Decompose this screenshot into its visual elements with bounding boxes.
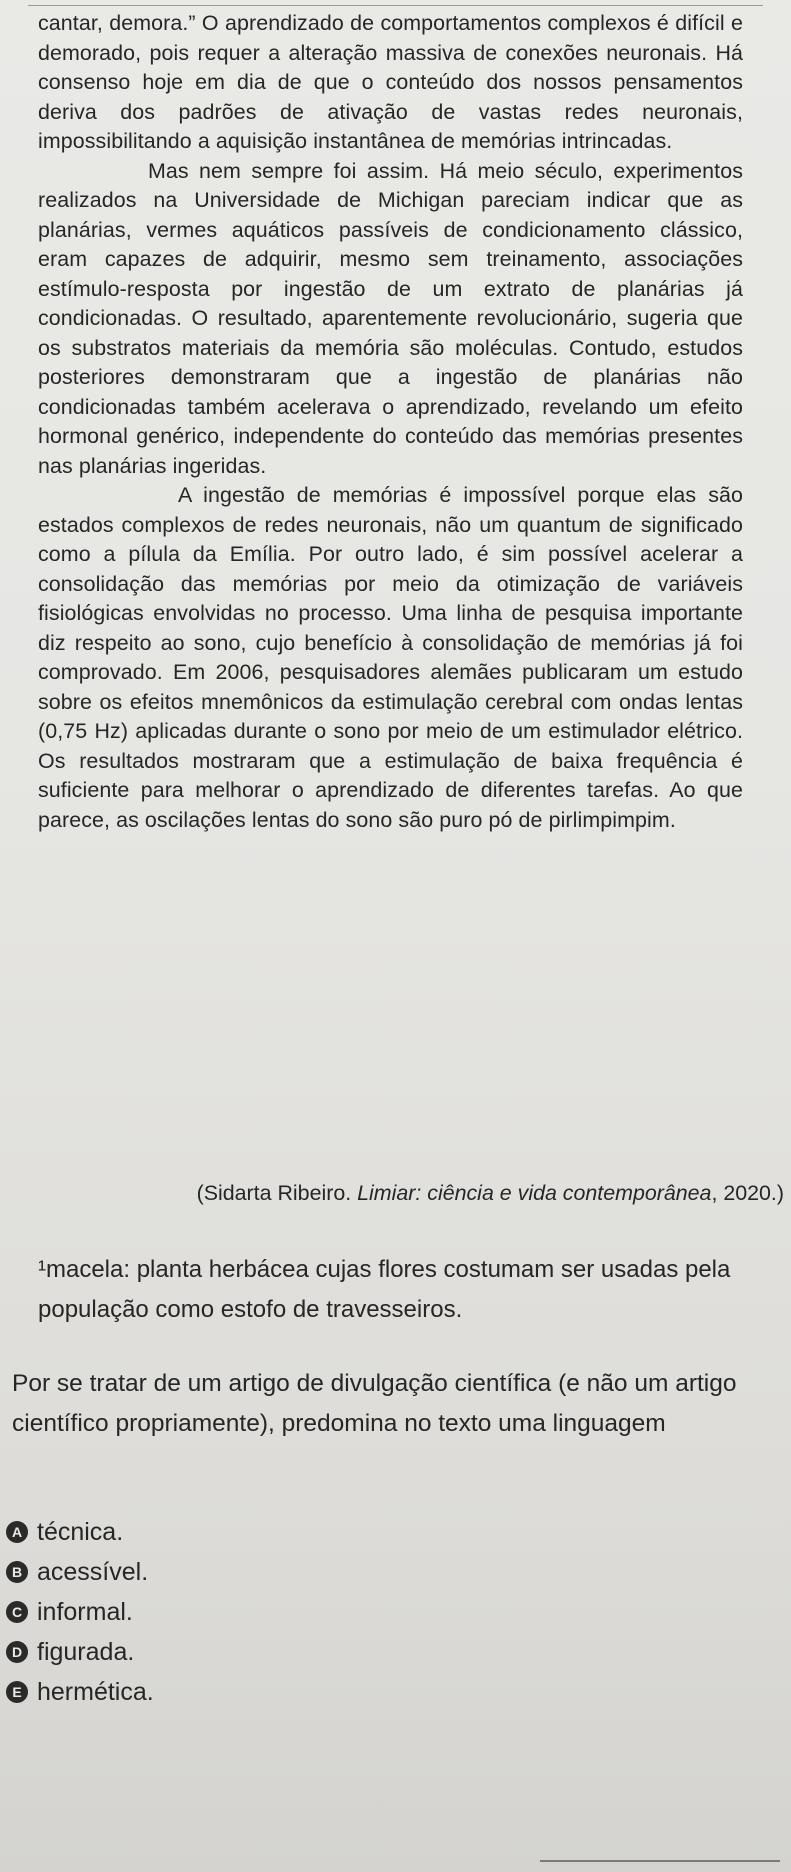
- option-letter-b-badge: B: [6, 1561, 28, 1583]
- option-a[interactable]: [6, 1512, 154, 1552]
- article-text: [38, 9, 743, 835]
- article-paragraph-2: Mas nem sempre foi assim. Há meio século, experimentos realizados na Universidade de Michigan pareciam indicar que as planárias, vermes aquáticos passíveis de condicionamento clássico, eram capazes de adquirir, mesmo sem treinamento, associações estímulo-resposta por ingestão de um extrato de planárias já condicionadas. O resultado, aparentemente revolucionário, sugeria que os substratos materiais da memória são moléculas. Contudo, estudos posteriores demonstraram que a ingestão de planárias não condicionadas também acelerava o aprendizado, revelando um efeito hormonal genérico, independente do conteúdo das memórias presentes nas planárias ingeridas.: [38, 158, 743, 478]
- top-divider: [28, 5, 763, 6]
- source-prefix: (Sidarta Ribeiro.: [196, 1181, 358, 1205]
- article-paragraph-3: A ingestão de memórias é impossível porque elas são estados complexos de redes neuronais, não um quantum de significado como a pílula da Emília. Por outro lado, é sim possível acelerar a consolidação das memórias por meio da otimização de variáveis fisiológicas envolvidas no processo. Uma linha de pesquisa importante diz respeito ao sono, cujo benefício à consolidação de memórias já foi comprovado. Em 2006, pesquisadores alemães publicaram um estudo sobre os efeitos mnemônicos da estimulação cerebral com ondas lentas (0,75 Hz) aplicadas durante o sono por meio de um estimulador elétrico. Os resultados mostraram que a estimulação de baixa frequência é suficiente para melhorar o aprendizado de diferentes tarefas. Ao que parece, as oscilações lentas do sono são puro pó de pirlimpimpim.: [38, 483, 743, 832]
- option-a-text: técnica.: [37, 1517, 124, 1546]
- bottom-divider: [540, 1860, 780, 1862]
- article-paragraph-1: cantar, demora.” O aprendizado de comportamentos complexos é difícil e demorado, pois requer a alteração massiva de conexões neuronais. Há consenso hoje em dia de que o conteúdo dos nossos pensamentos deriva dos padrões de ativação de vastas redes neuronais, impossibilitando a aquisição instantânea de memórias intrincadas.: [38, 11, 743, 153]
- source-suffix: , 2020.): [711, 1181, 784, 1205]
- option-d[interactable]: [6, 1632, 154, 1672]
- option-letter-d-badge: D: [6, 1641, 28, 1663]
- option-d-text: figurada.: [37, 1637, 135, 1666]
- option-b[interactable]: [6, 1552, 154, 1592]
- option-c[interactable]: [6, 1592, 154, 1632]
- question-stem: Por se tratar de um artigo de divulgação científica (e não um artigo científico propriamente), predomina no texto uma linguagem: [12, 1370, 737, 1437]
- answer-options: [6, 1512, 154, 1712]
- option-e[interactable]: [6, 1672, 154, 1712]
- option-letter-a-badge: A: [6, 1521, 28, 1543]
- source-title: Limiar: ciência e vida contemporânea: [357, 1181, 712, 1205]
- option-b-text: acessível.: [37, 1557, 149, 1586]
- option-e-text: hermética.: [37, 1677, 154, 1706]
- option-letter-e-badge: E: [6, 1681, 28, 1703]
- option-c-text: informal.: [37, 1597, 133, 1626]
- option-letter-c-badge: C: [6, 1601, 28, 1623]
- footnote: ¹macela: planta herbácea cujas flores costumam ser usadas pela população como estofo de travesseiros.: [38, 1256, 731, 1323]
- source-citation: [44, 1178, 784, 1208]
